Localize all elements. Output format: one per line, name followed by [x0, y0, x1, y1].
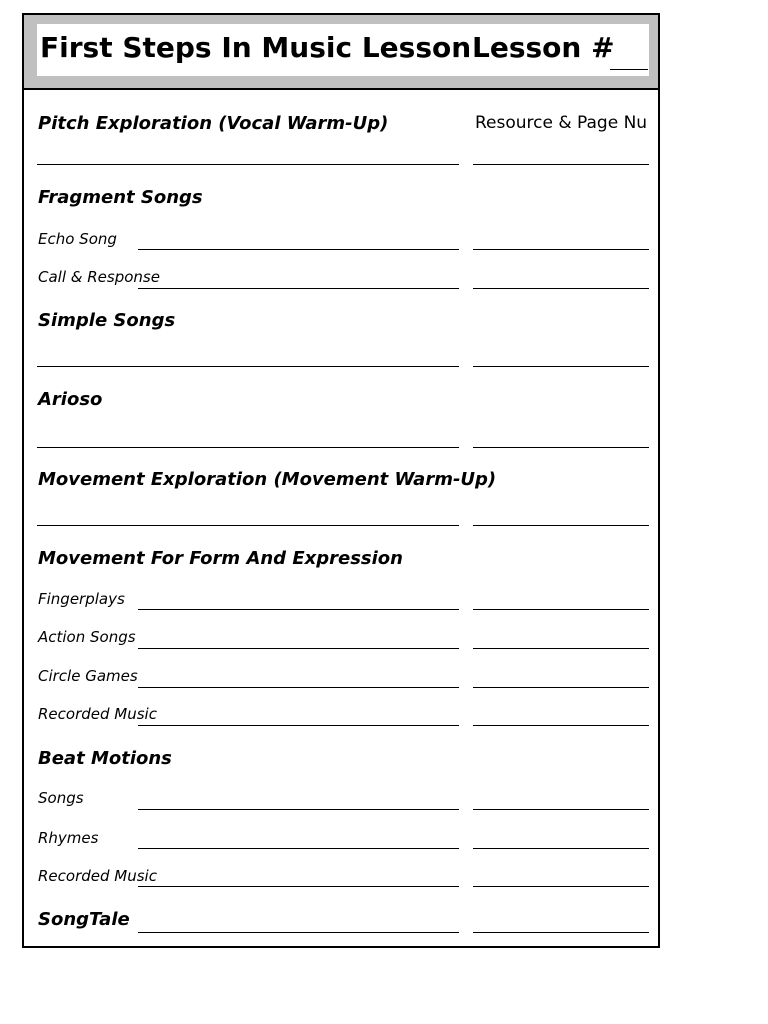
label-rhymes: Rhymes	[38, 829, 99, 847]
heading-simple-songs: Simple Songs	[38, 310, 176, 331]
resource-line-movement-exploration[interactable]	[473, 525, 649, 526]
activity-line-pitch[interactable]	[37, 164, 459, 165]
header-band	[24, 15, 658, 90]
resource-line-circle-games[interactable]	[473, 687, 649, 688]
activity-line-recorded-music-beat[interactable]	[138, 886, 459, 887]
activity-line-simple-songs[interactable]	[37, 366, 459, 367]
activity-line-fingerplays[interactable]	[138, 609, 459, 610]
activity-line-recorded-music-movement[interactable]	[138, 725, 459, 726]
label-call-response: Call & Response	[38, 268, 160, 286]
label-songs: Songs	[38, 789, 84, 807]
heading-songtale: SongTale	[38, 909, 130, 930]
resource-line-arioso[interactable]	[473, 447, 649, 448]
activity-line-echo-song[interactable]	[138, 249, 459, 250]
activity-line-circle-games[interactable]	[138, 687, 459, 688]
header-title-box	[37, 24, 649, 76]
label-fingerplays: Fingerplays	[38, 590, 125, 608]
activity-line-call-response[interactable]	[138, 288, 459, 289]
heading-fragment-songs: Fragment Songs	[38, 187, 203, 208]
lesson-number-label: Lesson #	[472, 31, 615, 64]
label-circle-games: Circle Games	[38, 667, 138, 685]
resource-line-fingerplays[interactable]	[473, 609, 649, 610]
activity-line-songs[interactable]	[138, 809, 459, 810]
heading-beat-motions: Beat Motions	[38, 748, 172, 769]
activity-line-rhymes[interactable]	[138, 848, 459, 849]
resource-line-action-songs[interactable]	[473, 648, 649, 649]
label-echo-song: Echo Song	[38, 230, 117, 248]
heading-movement-exploration: Movement Exploration (Movement Warm-Up)	[38, 469, 497, 490]
resource-line-call-response[interactable]	[473, 288, 649, 289]
activity-line-songtale[interactable]	[138, 932, 459, 933]
label-action-songs: Action Songs	[38, 628, 136, 646]
resource-column-header: Resource & Page Nu	[475, 113, 648, 133]
heading-movement-form-expression: Movement For Form And Expression	[38, 548, 403, 569]
activity-line-arioso[interactable]	[37, 447, 459, 448]
page-title: First Steps In Music Lesson	[40, 31, 472, 64]
resource-line-rhymes[interactable]	[473, 848, 649, 849]
label-recorded-music-movement: Recorded Music	[38, 705, 157, 723]
activity-line-movement-exploration[interactable]	[37, 525, 459, 526]
label-recorded-music-beat: Recorded Music	[38, 867, 157, 885]
resource-line-songs[interactable]	[473, 809, 649, 810]
heading-pitch-exploration: Pitch Exploration (Vocal Warm-Up)	[38, 113, 389, 134]
resource-line-recorded-music-beat[interactable]	[473, 886, 649, 887]
resource-line-songtale[interactable]	[473, 932, 649, 933]
heading-arioso: Arioso	[38, 389, 103, 410]
resource-line-simple-songs[interactable]	[473, 366, 649, 367]
resource-line-echo-song[interactable]	[473, 249, 649, 250]
resource-line-recorded-music-movement[interactable]	[473, 725, 649, 726]
resource-line-pitch[interactable]	[473, 164, 649, 165]
activity-line-action-songs[interactable]	[138, 648, 459, 649]
lesson-number-field[interactable]	[610, 69, 648, 70]
